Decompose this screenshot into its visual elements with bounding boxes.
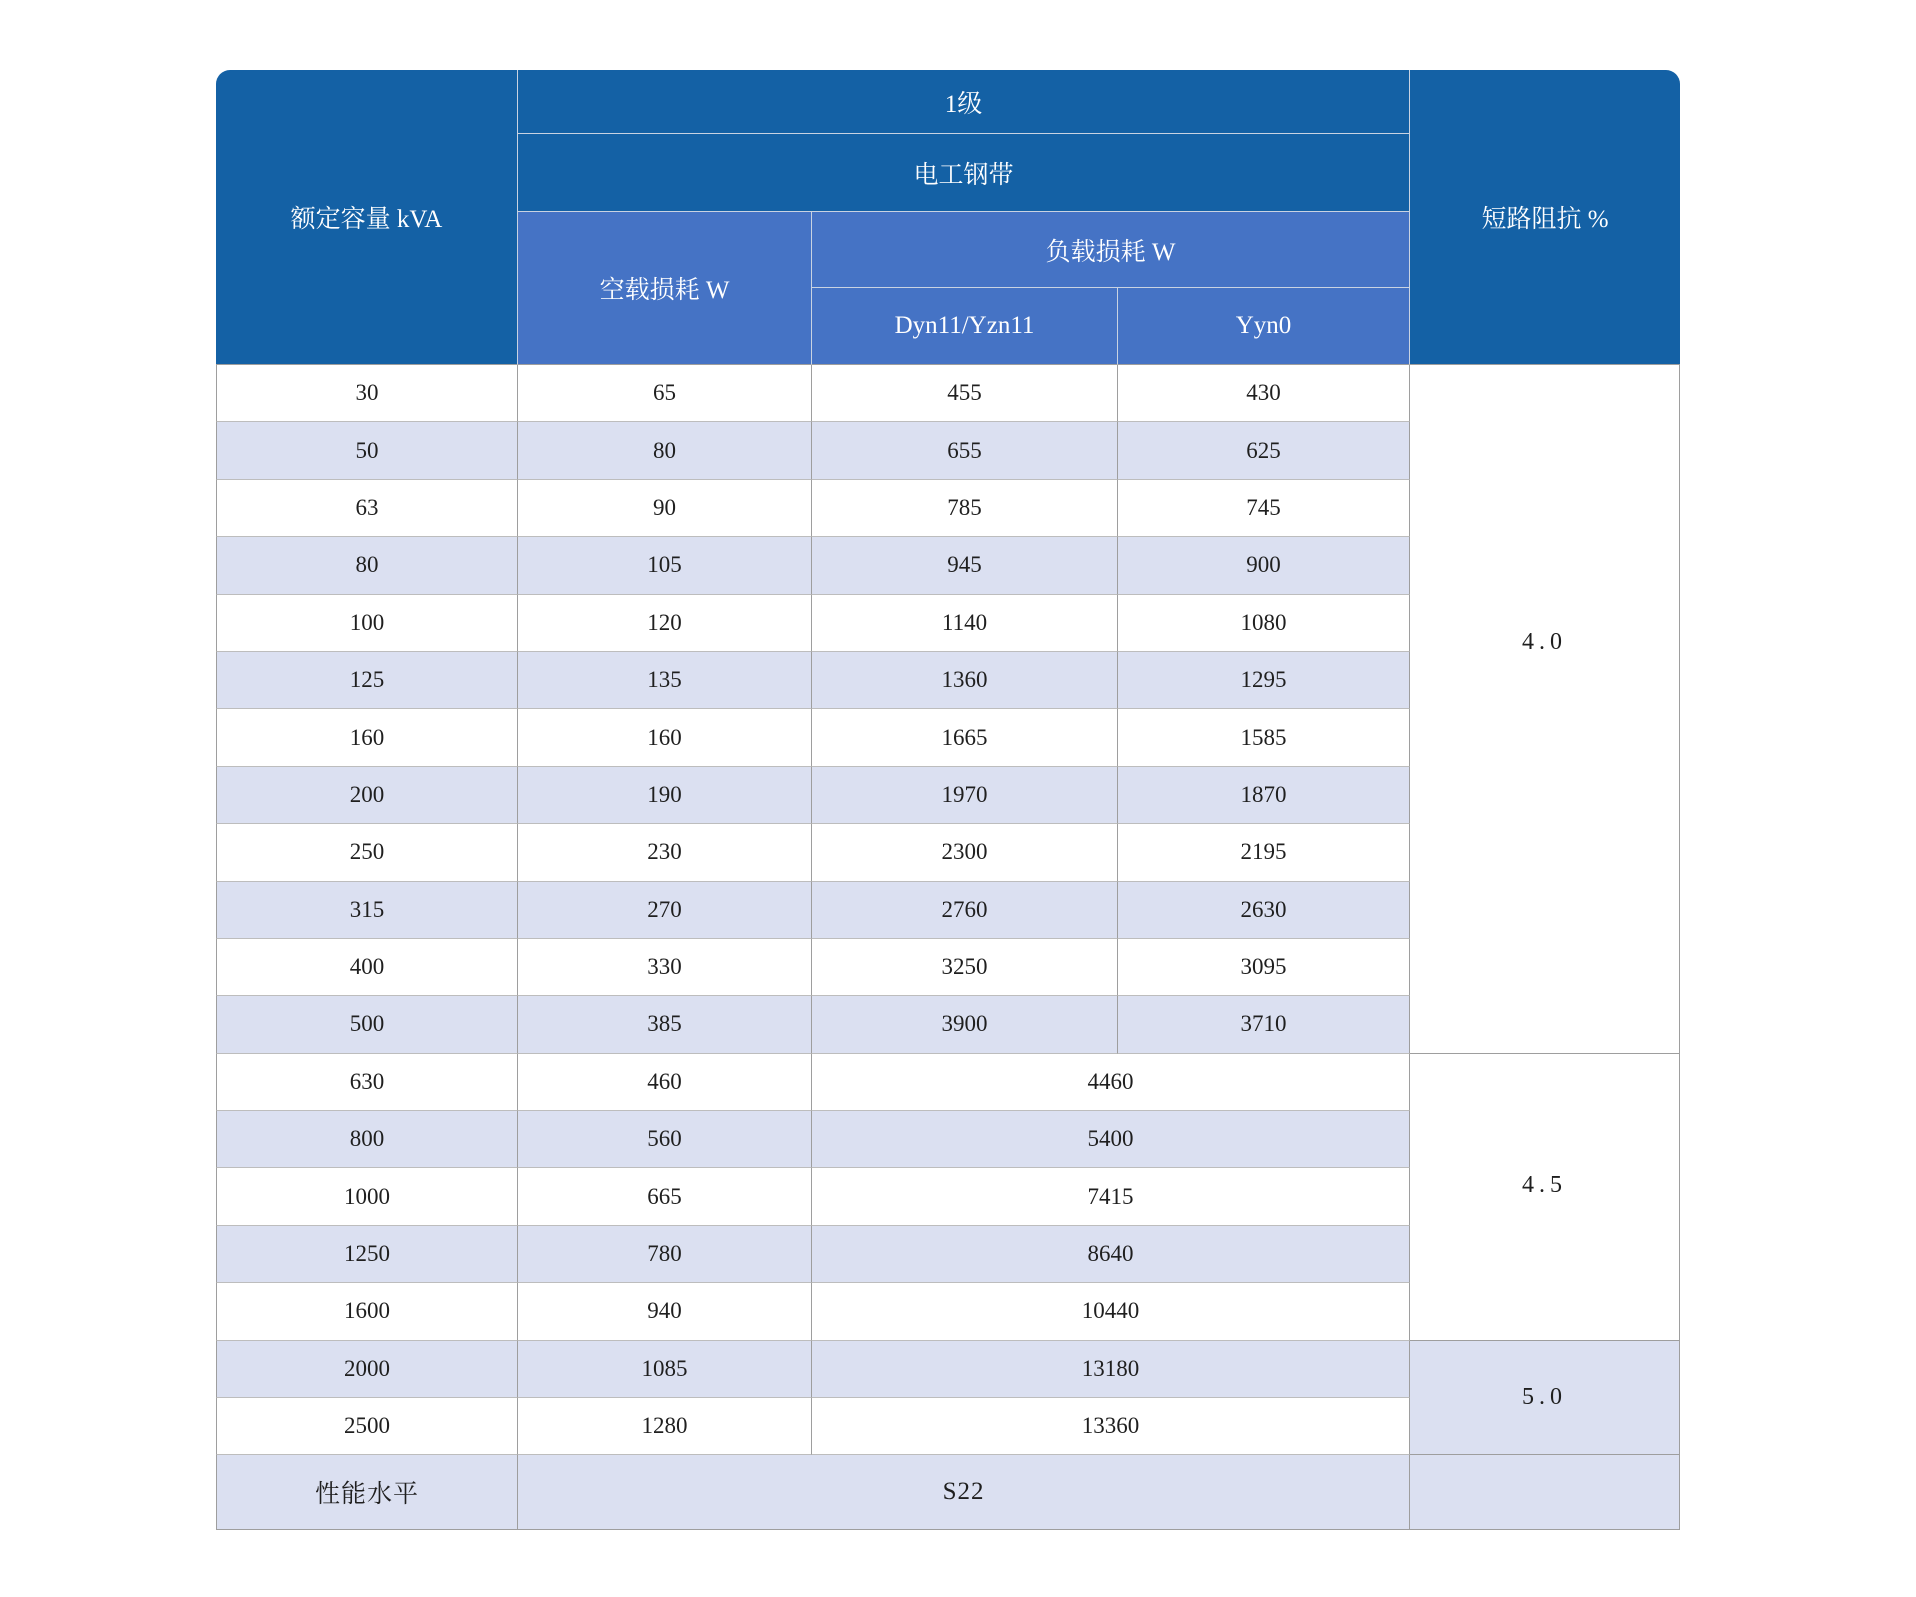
- header-vector-group-yyn0: Yyn0: [1118, 288, 1410, 365]
- cell-no-load-loss: 105: [518, 537, 812, 594]
- cell-load-loss-yyn: 3710: [1118, 996, 1410, 1053]
- footer-performance-label: 性能水平: [216, 1455, 518, 1530]
- cell-load-loss-dyn: 455: [812, 365, 1118, 422]
- cell-load-loss-dyn: 1970: [812, 767, 1118, 824]
- cell-no-load-loss: 190: [518, 767, 812, 824]
- cell-no-load-loss: 1280: [518, 1398, 812, 1455]
- cell-no-load-loss: 160: [518, 709, 812, 766]
- cell-kva: 315: [216, 882, 518, 939]
- cell-load-loss-dyn: 1360: [812, 652, 1118, 709]
- header-rated-capacity: 额定容量 kVA: [216, 70, 518, 365]
- cell-load-loss-yyn: 1295: [1118, 652, 1410, 709]
- cell-kva: 630: [216, 1054, 518, 1111]
- cell-impedance-4-5: 4.5: [1410, 1054, 1680, 1341]
- cell-load-loss-dyn: 1665: [812, 709, 1118, 766]
- cell-load-loss-yyn: 625: [1118, 422, 1410, 479]
- cell-load-loss: 5400: [812, 1111, 1410, 1168]
- header-load-loss: 负载损耗 W: [812, 212, 1410, 288]
- cell-kva: 80: [216, 537, 518, 594]
- cell-load-loss: 4460: [812, 1054, 1410, 1111]
- cell-kva: 1250: [216, 1226, 518, 1283]
- cell-load-loss: 13180: [812, 1341, 1410, 1398]
- cell-no-load-loss: 665: [518, 1168, 812, 1225]
- cell-kva: 2000: [216, 1341, 518, 1398]
- cell-load-loss: 13360: [812, 1398, 1410, 1455]
- cell-load-loss-yyn: 745: [1118, 480, 1410, 537]
- cell-kva: 500: [216, 996, 518, 1053]
- header-core-material: 电工钢带: [518, 134, 1410, 212]
- cell-no-load-loss: 560: [518, 1111, 812, 1168]
- cell-kva: 30: [216, 365, 518, 422]
- cell-load-loss-yyn: 1870: [1118, 767, 1410, 824]
- cell-no-load-loss: 1085: [518, 1341, 812, 1398]
- cell-no-load-loss: 330: [518, 939, 812, 996]
- cell-kva: 50: [216, 422, 518, 479]
- cell-kva: 400: [216, 939, 518, 996]
- cell-no-load-loss: 780: [518, 1226, 812, 1283]
- cell-no-load-loss: 135: [518, 652, 812, 709]
- cell-impedance-5-0: 5.0: [1410, 1341, 1680, 1456]
- cell-kva: 200: [216, 767, 518, 824]
- cell-no-load-loss: 940: [518, 1283, 812, 1340]
- cell-kva: 100: [216, 595, 518, 652]
- cell-load-loss: 7415: [812, 1168, 1410, 1225]
- cell-load-loss-yyn: 2195: [1118, 824, 1410, 881]
- cell-load-loss: 10440: [812, 1283, 1410, 1340]
- cell-kva: 160: [216, 709, 518, 766]
- cell-load-loss-yyn: 1080: [1118, 595, 1410, 652]
- cell-impedance-4-0: 4.0: [1410, 365, 1680, 1054]
- cell-kva: 125: [216, 652, 518, 709]
- cell-load-loss-yyn: 1585: [1118, 709, 1410, 766]
- cell-kva: 1000: [216, 1168, 518, 1225]
- cell-kva: 250: [216, 824, 518, 881]
- cell-load-loss-yyn: 430: [1118, 365, 1410, 422]
- cell-kva: 1600: [216, 1283, 518, 1340]
- transformer-loss-table: [216, 70, 1680, 1530]
- cell-no-load-loss: 65: [518, 365, 812, 422]
- cell-load-loss-dyn: 785: [812, 480, 1118, 537]
- cell-no-load-loss: 90: [518, 480, 812, 537]
- cell-no-load-loss: 270: [518, 882, 812, 939]
- cell-no-load-loss: 385: [518, 996, 812, 1053]
- cell-load-loss-dyn: 2760: [812, 882, 1118, 939]
- cell-load-loss-dyn: 2300: [812, 824, 1118, 881]
- header-impedance: 短路阻抗 %: [1410, 70, 1680, 365]
- header-no-load-loss: 空载损耗 W: [518, 212, 812, 365]
- cell-no-load-loss: 80: [518, 422, 812, 479]
- footer-performance-value: S22: [518, 1455, 1410, 1530]
- cell-load-loss-dyn: 655: [812, 422, 1118, 479]
- cell-load-loss-dyn: 3250: [812, 939, 1118, 996]
- cell-load-loss-dyn: 1140: [812, 595, 1118, 652]
- cell-load-loss-dyn: 945: [812, 537, 1118, 594]
- header-level: 1级: [518, 70, 1410, 134]
- cell-load-loss-yyn: 900: [1118, 537, 1410, 594]
- cell-no-load-loss: 230: [518, 824, 812, 881]
- cell-no-load-loss: 460: [518, 1054, 812, 1111]
- cell-no-load-loss: 120: [518, 595, 812, 652]
- cell-kva: 800: [216, 1111, 518, 1168]
- cell-load-loss-yyn: 3095: [1118, 939, 1410, 996]
- cell-load-loss-dyn: 3900: [812, 996, 1118, 1053]
- header-vector-group-dyn11: Dyn11/Yzn11: [812, 288, 1118, 365]
- cell-load-loss: 8640: [812, 1226, 1410, 1283]
- cell-kva: 63: [216, 480, 518, 537]
- cell-load-loss-yyn: 2630: [1118, 882, 1410, 939]
- footer-impedance-empty: [1410, 1455, 1680, 1530]
- cell-kva: 2500: [216, 1398, 518, 1455]
